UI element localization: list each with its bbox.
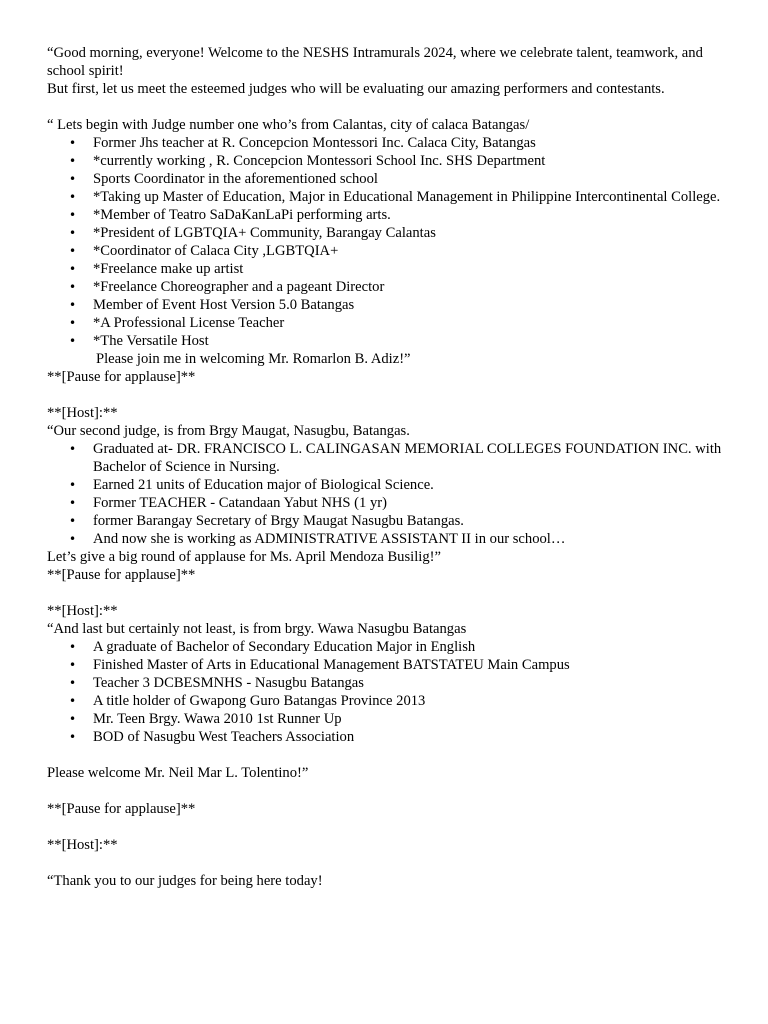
list-item: • Member of Event Host Version 5.0 Batangas <box>47 296 727 314</box>
blank-line <box>47 854 727 872</box>
list-item: • *A Professional License Teacher <box>47 314 727 332</box>
judge1-welcome: Please join me in welcoming Mr. Romarlon B. Adiz!” <box>96 351 411 367</box>
intro-welcome: “Good morning, everyone! Welcome to the NESHS Intramurals 2024, where we celebrate talent, teamwork, and school spirit! <box>47 45 703 79</box>
list-item: • *Member of Teatro SaDaKanLaPi performing arts. <box>47 206 727 224</box>
list-item: • *President of LGBTQIA+ Community, Barangay Calantas <box>47 224 727 242</box>
blank-line <box>47 746 727 764</box>
pause-note: **[Pause for applause]** <box>47 801 196 817</box>
host-label: **[Host]:** <box>47 405 118 421</box>
list-item: • Finished Master of Arts in Educational Management BATSTATEU Main Campus <box>47 656 727 674</box>
judge1-credentials-list <box>47 134 727 350</box>
list-item: • Earned 21 units of Education major of Biological Science. <box>47 476 727 494</box>
judge2-intro: “Our second judge, is from Brgy Maugat, Nasugbu, Batangas. <box>47 423 410 439</box>
intro-judges-line: But first, let us meet the esteemed judges who will be evaluating our amazing performers and contestants. <box>47 81 665 97</box>
closing-thanks: “Thank you to our judges for being here today! <box>47 873 323 889</box>
host-label: **[Host]:** <box>47 603 118 619</box>
list-item: • former Barangay Secretary of Brgy Maugat Nasugbu Batangas. <box>47 512 727 530</box>
list-item: • *Freelance Choreographer and a pageant Director <box>47 278 727 296</box>
judge2-welcome: Let’s give a big round of applause for Ms. April Mendoza Busilig!” <box>47 549 441 565</box>
list-item: • *Freelance make up artist <box>47 260 727 278</box>
judge3-intro: “And last but certainly not least, is from brgy. Wawa Nasugbu Batangas <box>47 621 467 637</box>
pause-note: **[Pause for applause]** <box>47 567 196 583</box>
blank-line <box>47 98 727 116</box>
list-item: • Former TEACHER - Catandaan Yabut NHS (1 yr) <box>47 494 727 512</box>
list-item: • *Coordinator of Calaca City ,LGBTQIA+ <box>47 242 727 260</box>
judge2-credentials-list <box>47 440 727 548</box>
list-item: • *Taking up Master of Education, Major in Educational Management in Philippine Intercontinental College. <box>47 188 727 206</box>
judge3-welcome: Please welcome Mr. Neil Mar L. Tolentino!” <box>47 765 309 781</box>
list-item: • *currently working , R. Concepcion Montessori School Inc. SHS Department <box>47 152 727 170</box>
blank-line <box>47 782 727 800</box>
list-item: • BOD of Nasugbu West Teachers Association <box>47 728 727 746</box>
judge3-credentials-list <box>47 638 727 746</box>
blank-line <box>47 584 727 602</box>
list-item: • Former Jhs teacher at R. Concepcion Montessori Inc. Calaca City, Batangas <box>47 134 727 152</box>
host-label: **[Host]:** <box>47 837 118 853</box>
list-item: • Mr. Teen Brgy. Wawa 2010 1st Runner Up <box>47 710 727 728</box>
list-item: • Teacher 3 DCBESMNHS - Nasugbu Batangas <box>47 674 727 692</box>
list-item: • And now she is working as ADMINISTRATIVE ASSISTANT II in our school… <box>47 530 727 548</box>
list-item: • *The Versatile Host <box>47 332 727 350</box>
document-page <box>47 44 727 890</box>
blank-line <box>47 386 727 404</box>
judge1-intro: “ Lets begin with Judge number one who’s from Calantas, city of calaca Batangas/ <box>47 117 530 133</box>
list-item: • Graduated at- DR. FRANCISCO L. CALINGASAN MEMORIAL COLLEGES FOUNDATION INC. with Bachelor of Science in Nursing. <box>47 440 727 476</box>
blank-line <box>47 818 727 836</box>
list-item: • A graduate of Bachelor of Secondary Education Major in English <box>47 638 727 656</box>
list-item: • Sports Coordinator in the aforementioned school <box>47 170 727 188</box>
pause-note: **[Pause for applause]** <box>47 369 196 385</box>
list-item: • A title holder of Gwapong Guro Batangas Province 2013 <box>47 692 727 710</box>
